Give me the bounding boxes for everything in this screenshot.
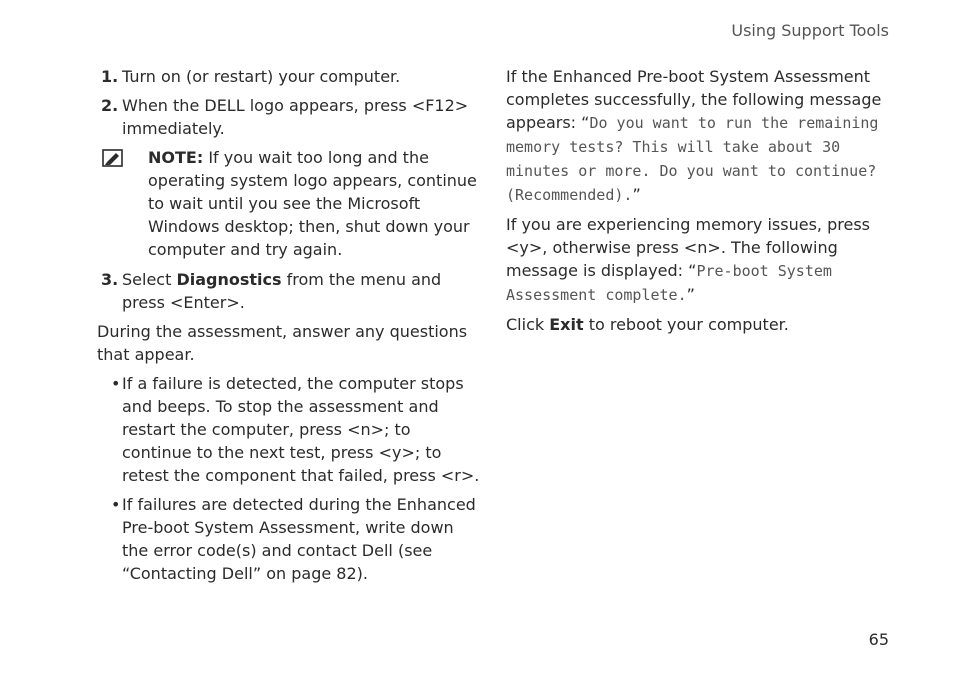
open-quote: “: [688, 261, 697, 280]
step-text-pre: Select: [122, 270, 177, 289]
page-number: 65: [868, 630, 889, 649]
para-text: If the Enhanced Pre-boot System Assessment completes successfully, the following message appears:: [506, 67, 882, 132]
note-pencil-icon: [102, 149, 123, 167]
step-2: [97, 94, 482, 140]
step-text: When the DELL logo appears, press <F12> immediately.: [122, 96, 469, 138]
page-header: Using Support Tools: [731, 21, 889, 40]
success-paragraph: [506, 65, 891, 207]
step-number: 1.: [101, 67, 119, 86]
para-text-post: to reboot your computer.: [583, 315, 789, 334]
close-quote: ”: [632, 185, 641, 204]
left-column: [97, 65, 482, 591]
bullet-text: If a failure is detected, the computer stops and beeps. To stop the assessment and restart the computer, press <n>; to continue to the next test, press <y>; to retest the component that failed, press <r>.: [122, 374, 480, 485]
step-text: Turn on (or restart) your computer.: [122, 67, 401, 86]
message-text: Pre-boot System Assessment complete.: [506, 262, 832, 304]
para-text: If you are experiencing memory issues, press <y>, otherwise press <n>. The following message is displayed:: [506, 215, 870, 280]
step-3: [97, 268, 482, 314]
note-text: If you wait too long and the operating system logo appears, continue to wait until you see the Microsoft Windows desktop; then, shut down your computer and try again.: [148, 148, 477, 259]
bullet-text: If failures are detected during the Enhanced Pre-boot System Assessment, write down the error code(s) and contact Dell (see “Contacting Dell” on page 82).: [122, 495, 476, 583]
note-label: NOTE:: [148, 148, 204, 167]
close-quote: ”: [686, 285, 695, 304]
bullet-list: [97, 372, 482, 585]
note-block: [97, 146, 482, 261]
para-text-pre: Click: [506, 315, 550, 334]
memory-issues-paragraph: [506, 213, 891, 307]
bullet-dot: •: [111, 495, 121, 514]
exit-term: Exit: [549, 315, 584, 334]
open-quote: “: [581, 113, 590, 132]
step-number: 3.: [101, 270, 119, 289]
diagnostics-term: Diagnostics: [176, 270, 282, 289]
bullet-dot: •: [111, 374, 121, 393]
assessment-paragraph: During the assessment, answer any questions that appear.: [97, 322, 468, 364]
exit-paragraph: [506, 313, 891, 336]
step-number: 2.: [101, 96, 119, 115]
step-1: [97, 65, 482, 88]
right-column: [506, 65, 891, 342]
step-text-post: from the menu and press <Enter>.: [122, 270, 442, 312]
bullet-item: [97, 493, 482, 585]
bullet-item: [97, 372, 482, 487]
message-text: Do you want to run the remaining memory tests? This will take about 30 minutes or more. Do you want to continue? (Recommended).: [506, 114, 879, 204]
